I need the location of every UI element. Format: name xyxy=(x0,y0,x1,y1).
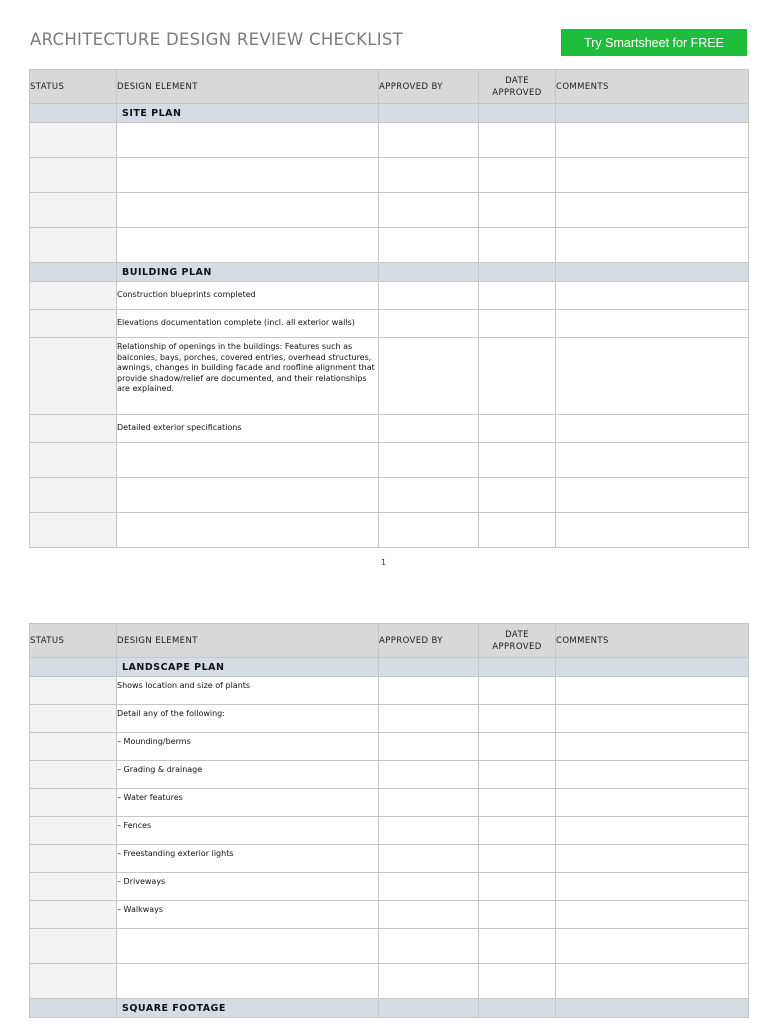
design-element-cell[interactable] xyxy=(117,964,379,999)
table-row[interactable] xyxy=(30,310,749,338)
comments-header: COMMENTS xyxy=(556,624,749,658)
design-element-cell[interactable] xyxy=(117,478,379,513)
status-cell[interactable] xyxy=(30,228,117,263)
table-row[interactable] xyxy=(30,513,749,548)
checklist-table-page-2 xyxy=(29,623,749,1018)
approved-by-cell[interactable] xyxy=(379,817,479,845)
approved-by-cell[interactable] xyxy=(379,338,479,415)
status-header: STATUS xyxy=(30,70,117,104)
date-approved-cell[interactable] xyxy=(479,901,556,929)
comments-cell[interactable] xyxy=(556,310,749,338)
approved-by-cell[interactable] xyxy=(379,415,479,443)
date-approved-cell[interactable] xyxy=(479,478,556,513)
date-approved-header: DATE APPROVED xyxy=(479,70,556,104)
design-element-cell[interactable]: Detailed exterior specifications xyxy=(117,415,379,443)
status-cell[interactable] xyxy=(30,817,117,845)
status-cell[interactable] xyxy=(30,282,117,310)
date-approved-cell[interactable] xyxy=(479,677,556,705)
comments-cell[interactable] xyxy=(556,338,749,415)
date-approved-cell[interactable] xyxy=(479,761,556,789)
table-row[interactable] xyxy=(30,415,749,443)
status-cell[interactable] xyxy=(30,677,117,705)
table-row[interactable] xyxy=(30,282,749,310)
table-row[interactable] xyxy=(30,193,749,228)
date-approved-cell[interactable] xyxy=(479,228,556,263)
table-row[interactable] xyxy=(30,123,749,158)
design-element-cell[interactable]: – Grading & drainage xyxy=(117,761,379,789)
comments-cell[interactable] xyxy=(556,228,749,263)
comments-cell[interactable] xyxy=(556,123,749,158)
approved-by-header: APPROVED BY xyxy=(379,70,479,104)
section-label: SQUARE FOOTAGE xyxy=(117,999,379,1018)
approved-by-cell[interactable] xyxy=(379,845,479,873)
table-header-row xyxy=(30,70,749,104)
status-cell[interactable] xyxy=(30,338,117,415)
status-cell[interactable] xyxy=(30,478,117,513)
date-approved-cell[interactable] xyxy=(479,817,556,845)
date-approved-header: DATE APPROVED xyxy=(479,624,556,658)
status-cell[interactable] xyxy=(30,705,117,733)
section-building-plan xyxy=(30,263,749,282)
approved-by-cell[interactable] xyxy=(379,158,479,193)
design-element-cell[interactable]: – Fences xyxy=(117,817,379,845)
table-row[interactable] xyxy=(30,929,749,964)
table-row[interactable] xyxy=(30,789,749,817)
design-element-header: DESIGN ELEMENT xyxy=(117,70,379,104)
table-row[interactable] xyxy=(30,158,749,193)
date-approved-cell[interactable] xyxy=(479,193,556,228)
table-row[interactable] xyxy=(30,478,749,513)
design-element-cell[interactable] xyxy=(117,929,379,964)
table-row[interactable] xyxy=(30,228,749,263)
date-approved-cell[interactable] xyxy=(479,845,556,873)
table-row[interactable] xyxy=(30,705,749,733)
status-cell[interactable] xyxy=(30,310,117,338)
date-approved-cell[interactable] xyxy=(479,964,556,999)
approved-by-cell[interactable] xyxy=(379,443,479,478)
design-element-cell[interactable] xyxy=(117,123,379,158)
table-header-row xyxy=(30,624,749,658)
section-landscape-plan xyxy=(30,658,749,677)
comments-cell[interactable] xyxy=(556,873,749,901)
comments-cell[interactable] xyxy=(556,478,749,513)
approved-by-cell[interactable] xyxy=(379,733,479,761)
design-element-cell[interactable]: Elevations documentation complete (incl. all exterior walls) xyxy=(117,310,379,338)
date-approved-cell[interactable] xyxy=(479,158,556,193)
date-approved-cell[interactable] xyxy=(479,123,556,158)
table-row[interactable] xyxy=(30,845,749,873)
date-approved-cell[interactable] xyxy=(479,282,556,310)
comments-cell[interactable] xyxy=(556,282,749,310)
date-approved-cell[interactable] xyxy=(479,873,556,901)
approved-by-cell[interactable] xyxy=(379,705,479,733)
status-cell[interactable] xyxy=(30,929,117,964)
comments-header: COMMENTS xyxy=(556,70,749,104)
approved-by-header: APPROVED BY xyxy=(379,624,479,658)
status-cell[interactable] xyxy=(30,193,117,228)
status-cell[interactable] xyxy=(30,761,117,789)
comments-cell[interactable] xyxy=(556,789,749,817)
design-element-cell[interactable]: Relationship of openings in the buildings: Features such as balconies, bays, porches, covered entries, overhead structures, awnings, changes in building facade and roofline alignment that provide shadow/relief are documented, and their relationships are explained. xyxy=(117,338,379,415)
comments-cell[interactable] xyxy=(556,901,749,929)
table-row[interactable] xyxy=(30,873,749,901)
design-element-cell[interactable]: – Water features xyxy=(117,789,379,817)
design-element-cell[interactable] xyxy=(117,443,379,478)
date-approved-cell[interactable] xyxy=(479,338,556,415)
design-element-cell[interactable]: Detail any of the following: xyxy=(117,705,379,733)
status-cell[interactable] xyxy=(30,513,117,548)
table-row[interactable] xyxy=(30,733,749,761)
approved-by-cell[interactable] xyxy=(379,789,479,817)
comments-cell[interactable] xyxy=(556,761,749,789)
section-square-footage xyxy=(30,999,749,1018)
design-element-cell[interactable]: Construction blueprints completed xyxy=(117,282,379,310)
approved-by-cell[interactable] xyxy=(379,677,479,705)
date-approved-cell[interactable] xyxy=(479,705,556,733)
date-approved-cell[interactable] xyxy=(479,513,556,548)
date-approved-cell[interactable] xyxy=(479,733,556,761)
table-row[interactable] xyxy=(30,443,749,478)
section-label: SITE PLAN xyxy=(117,104,379,123)
status-cell[interactable] xyxy=(30,845,117,873)
status-cell[interactable] xyxy=(30,789,117,817)
comments-cell[interactable] xyxy=(556,929,749,964)
approved-by-cell[interactable] xyxy=(379,873,479,901)
status-cell[interactable] xyxy=(30,964,117,999)
design-element-cell[interactable]: – Driveways xyxy=(117,873,379,901)
try-smartsheet-button[interactable]: Try Smartsheet for FREE xyxy=(561,29,747,56)
status-cell[interactable] xyxy=(30,733,117,761)
status-cell[interactable] xyxy=(30,443,117,478)
design-element-cell[interactable]: – Walkways xyxy=(117,901,379,929)
design-element-cell[interactable] xyxy=(117,193,379,228)
table-row[interactable] xyxy=(30,677,749,705)
design-element-header: DESIGN ELEMENT xyxy=(117,624,379,658)
status-cell[interactable] xyxy=(30,901,117,929)
design-element-cell[interactable] xyxy=(117,228,379,263)
approved-by-cell[interactable] xyxy=(379,228,479,263)
page-title: ARCHITECTURE DESIGN REVIEW CHECKLIST xyxy=(30,30,404,49)
comments-cell[interactable] xyxy=(556,158,749,193)
comments-cell[interactable] xyxy=(556,733,749,761)
table-row[interactable] xyxy=(30,964,749,999)
approved-by-cell[interactable] xyxy=(379,478,479,513)
section-site-plan xyxy=(30,104,749,123)
date-approved-cell[interactable] xyxy=(479,443,556,478)
comments-cell[interactable] xyxy=(556,705,749,733)
comments-cell[interactable] xyxy=(556,193,749,228)
status-cell[interactable] xyxy=(30,123,117,158)
design-element-cell[interactable]: – Freestanding exterior lights xyxy=(117,845,379,873)
comments-cell[interactable] xyxy=(556,845,749,873)
approved-by-cell[interactable] xyxy=(379,929,479,964)
design-element-cell[interactable]: – Mounding/berms xyxy=(117,733,379,761)
approved-by-cell[interactable] xyxy=(379,282,479,310)
comments-cell[interactable] xyxy=(556,817,749,845)
table-row[interactable] xyxy=(30,901,749,929)
table-row[interactable] xyxy=(30,338,749,415)
design-element-cell[interactable] xyxy=(117,158,379,193)
status-cell[interactable] xyxy=(30,415,117,443)
comments-cell[interactable] xyxy=(556,677,749,705)
date-approved-cell[interactable] xyxy=(479,789,556,817)
table-row[interactable] xyxy=(30,761,749,789)
comments-cell[interactable] xyxy=(556,964,749,999)
status-cell[interactable] xyxy=(30,158,117,193)
approved-by-cell[interactable] xyxy=(379,901,479,929)
page-number: 1 xyxy=(381,558,387,567)
approved-by-cell[interactable] xyxy=(379,513,479,548)
checklist-table-page-1 xyxy=(29,69,749,548)
approved-by-cell[interactable] xyxy=(379,964,479,999)
comments-cell[interactable] xyxy=(556,513,749,548)
section-label: LANDSCAPE PLAN xyxy=(117,658,379,677)
comments-cell[interactable] xyxy=(556,443,749,478)
comments-cell[interactable] xyxy=(556,415,749,443)
section-label: BUILDING PLAN xyxy=(117,263,379,282)
date-approved-cell[interactable] xyxy=(479,415,556,443)
table-row[interactable] xyxy=(30,817,749,845)
design-element-cell[interactable] xyxy=(117,513,379,548)
date-approved-cell[interactable] xyxy=(479,929,556,964)
status-cell[interactable] xyxy=(30,873,117,901)
approved-by-cell[interactable] xyxy=(379,310,479,338)
approved-by-cell[interactable] xyxy=(379,761,479,789)
approved-by-cell[interactable] xyxy=(379,123,479,158)
status-header: STATUS xyxy=(30,624,117,658)
date-approved-cell[interactable] xyxy=(479,310,556,338)
approved-by-cell[interactable] xyxy=(379,193,479,228)
design-element-cell[interactable]: Shows location and size of plants xyxy=(117,677,379,705)
